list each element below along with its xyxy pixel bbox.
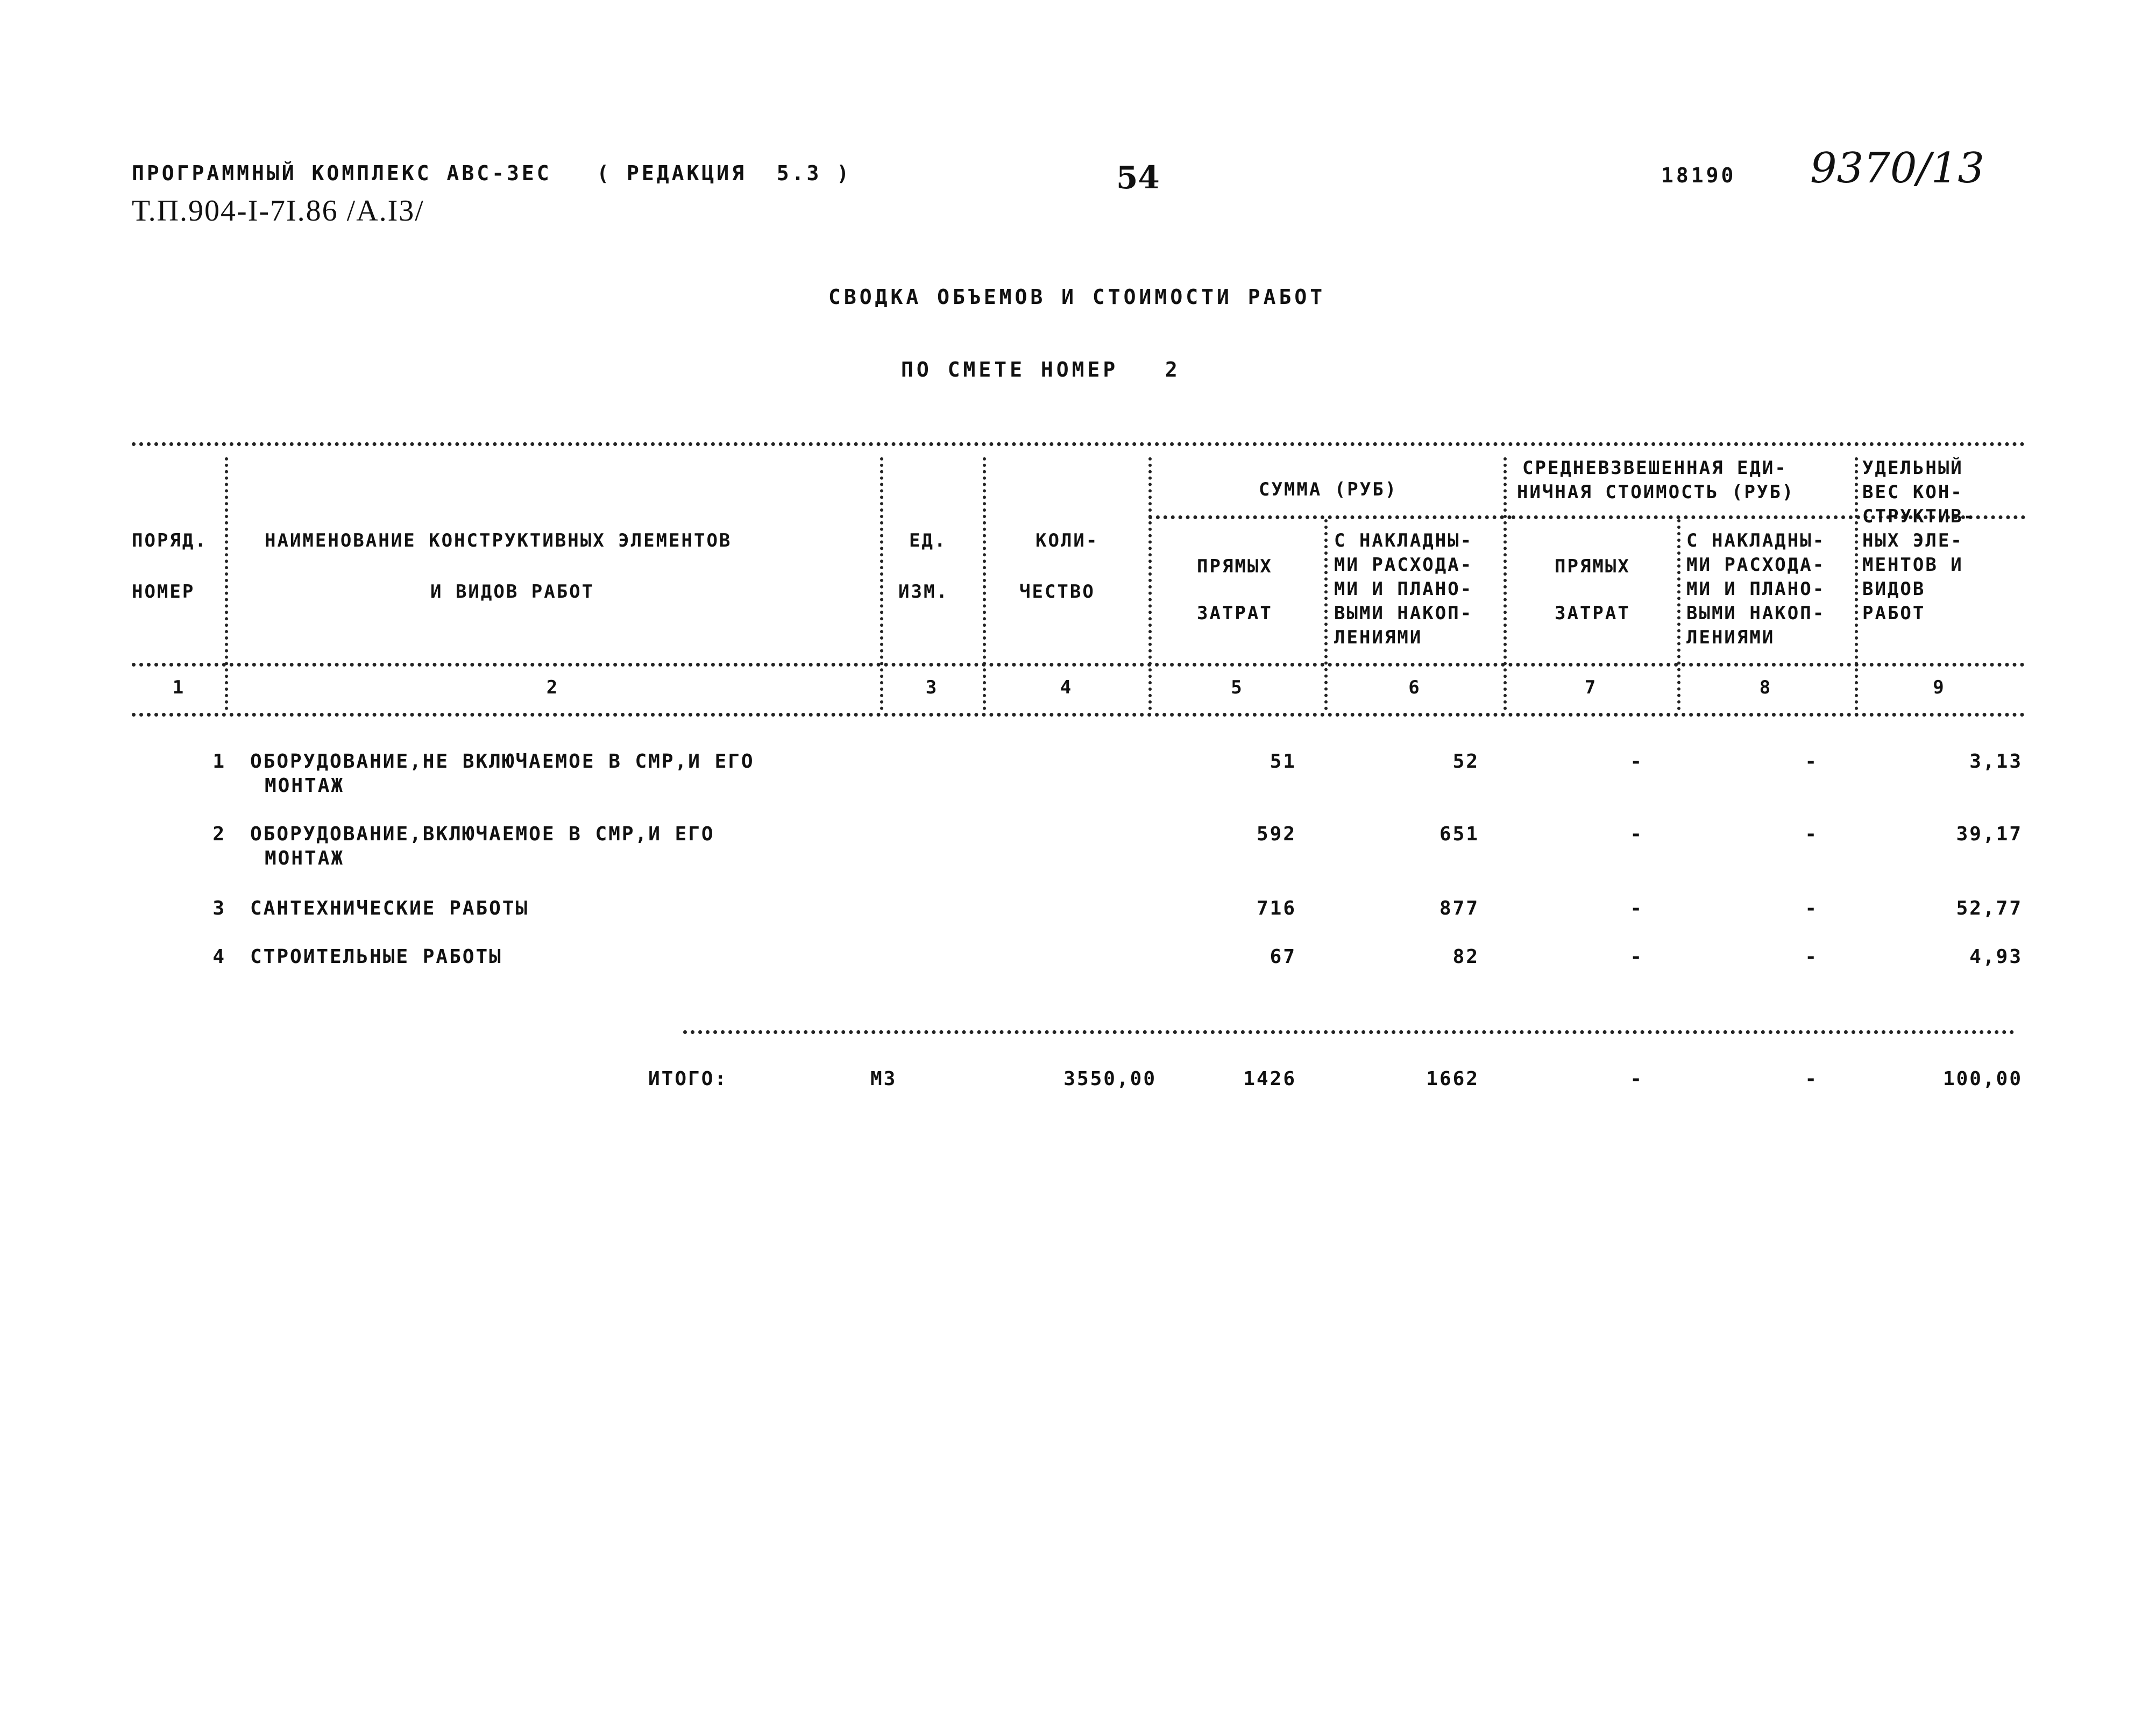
- sum-group-rule: [1148, 515, 1512, 519]
- total-quantity: 3550,00: [1063, 1068, 1157, 1090]
- row-name-line1: СТРОИТЕЛЬНЫЕ РАБОТЫ: [250, 946, 502, 968]
- column-numbers-rule: [132, 713, 2025, 717]
- hdr-share-3: СТРУКТИВ-: [1862, 506, 1976, 527]
- row-number: 3: [212, 897, 226, 919]
- col-separator: [1855, 457, 1858, 710]
- col-separator: [1503, 457, 1507, 710]
- row-name-line1: САНТЕХНИЧЕСКИЕ РАБОТЫ: [250, 897, 529, 919]
- total-unit: М3: [870, 1068, 897, 1090]
- row-share: 39,17: [1956, 823, 2023, 845]
- col-num: 5: [1231, 677, 1244, 698]
- document-code: 18190: [1661, 164, 1736, 187]
- hdr-overhead-5: ЛЕНИЯМИ: [1334, 627, 1423, 648]
- row-number: 4: [212, 946, 226, 968]
- col-num: 8: [1759, 677, 1772, 698]
- row-share: 52,77: [1956, 897, 2023, 919]
- hdr-avg-direct-1: ПРЯМЫХ: [1555, 556, 1630, 577]
- row-avg-direct: -: [1630, 750, 1643, 773]
- col-num: 2: [546, 677, 559, 698]
- row-number: 1: [212, 750, 226, 773]
- row-overhead: 82: [1452, 946, 1479, 968]
- hdr-share-2: ВЕС КОН-: [1862, 481, 1963, 503]
- row-name-line1: ОБОРУДОВАНИЕ,НЕ ВКЛЮЧАЕМОЕ В СМР,И ЕГО: [250, 750, 755, 773]
- program-header: ПРОГРАММНЫЙ КОМПЛЕКС АВС-ЗЕС ( РЕДАКЦИЯ 5.3 ): [132, 161, 852, 185]
- total-avg-overhead: -: [1805, 1068, 1818, 1090]
- hdr-overhead-4: ВЫМИ НАКОП-: [1334, 603, 1473, 624]
- hdr-qty-1: КОЛИ-: [1036, 530, 1099, 551]
- hdr-unit-1: ЕД.: [909, 530, 947, 551]
- table-top-rule: [132, 442, 2025, 446]
- row-overhead: 52: [1452, 750, 1479, 773]
- hdr-share-7: РАБОТ: [1862, 603, 1926, 624]
- hdr-overhead-2: МИ РАСХОДА-: [1334, 554, 1473, 576]
- hdr-direct-2: ЗАТРАТ: [1197, 603, 1273, 624]
- hdr-avg-overhead-4: ВЫМИ НАКОП-: [1686, 603, 1826, 624]
- total-rule: [683, 1030, 2015, 1034]
- col-num: 9: [1933, 677, 1946, 698]
- hdr-avg-overhead-3: МИ И ПЛАНО-: [1686, 578, 1826, 600]
- total-label: ИТОГО:: [648, 1068, 728, 1090]
- hdr-avg-overhead-2: МИ РАСХОДА-: [1686, 554, 1826, 576]
- col-num: 7: [1584, 677, 1598, 698]
- header-bottom-rule: [132, 663, 2025, 667]
- row-avg-overhead: -: [1805, 823, 1818, 845]
- hdr-sum-group: СУММА (РУБ): [1259, 479, 1398, 500]
- row-avg-overhead: -: [1805, 946, 1818, 968]
- hdr-order-1: ПОРЯД.: [132, 530, 208, 551]
- col-separator: [225, 457, 228, 710]
- hdr-qty-2: ЧЕСТВО: [1019, 581, 1095, 603]
- row-avg-direct: -: [1630, 946, 1643, 968]
- row-overhead: 651: [1439, 823, 1479, 845]
- hdr-name-2: И ВИДОВ РАБОТ: [430, 581, 595, 603]
- hdr-share-4: НЫХ ЭЛЕ-: [1862, 530, 1963, 551]
- hdr-direct-1: ПРЯМЫХ: [1197, 556, 1273, 577]
- hdr-share-1: УДЕЛЬНЫЙ: [1862, 457, 1963, 479]
- col-num: 4: [1060, 677, 1073, 698]
- row-name-line2: МОНТАЖ: [265, 847, 345, 869]
- total-direct: 1426: [1243, 1068, 1296, 1090]
- row-overhead: 877: [1439, 897, 1479, 919]
- col-num: 6: [1408, 677, 1421, 698]
- hdr-share-6: ВИДОВ: [1862, 578, 1926, 600]
- page-number: 54: [1116, 159, 1160, 196]
- row-avg-overhead: -: [1805, 750, 1818, 773]
- row-direct: 67: [1270, 946, 1296, 968]
- hdr-order-2: НОМЕР: [132, 581, 195, 603]
- hdr-avg-group-1: СРЕДНЕВЗВЕШЕННАЯ ЕДИ-: [1522, 457, 1788, 479]
- report-title: СВОДКА ОБЪЕМОВ И СТОИМОСТИ РАБОТ: [828, 285, 1326, 309]
- col-separator: [983, 457, 986, 710]
- hdr-overhead-3: МИ И ПЛАНО-: [1334, 578, 1473, 600]
- row-share: 3,13: [1969, 750, 2023, 773]
- row-direct: 592: [1256, 823, 1296, 845]
- hdr-overhead-1: С НАКЛАДНЫ-: [1334, 530, 1473, 551]
- hdr-avg-overhead-5: ЛЕНИЯМИ: [1686, 627, 1775, 648]
- hdr-share-5: МЕНТОВ И: [1862, 554, 1963, 576]
- hdr-unit-2: ИЗМ.: [898, 581, 949, 603]
- row-avg-overhead: -: [1805, 897, 1818, 919]
- hdr-avg-direct-2: ЗАТРАТ: [1555, 603, 1630, 624]
- row-direct: 716: [1256, 897, 1296, 919]
- row-share: 4,93: [1969, 946, 2023, 968]
- row-avg-direct: -: [1630, 823, 1643, 845]
- col-num: 3: [925, 677, 939, 698]
- row-name-line1: ОБОРУДОВАНИЕ,ВКЛЮЧАЕМОЕ В СМР,И ЕГО: [250, 823, 715, 845]
- project-number: Т.П.904-I-7I.86 /А.I3/: [132, 194, 424, 228]
- handwritten-archive-number: 9370/13: [1810, 144, 1985, 193]
- row-name-line2: МОНТАЖ: [265, 775, 345, 797]
- row-number: 2: [212, 823, 226, 845]
- report-subtitle: ПО СМЕТЕ НОМЕР 2: [901, 358, 1181, 381]
- total-overhead: 1662: [1426, 1068, 1479, 1090]
- col-separator: [880, 457, 883, 710]
- total-share: 100,00: [1942, 1068, 2023, 1090]
- col-separator: [1148, 457, 1152, 710]
- row-direct: 51: [1270, 750, 1296, 773]
- total-avg-direct: -: [1630, 1068, 1643, 1090]
- hdr-name-1: НАИМЕНОВАНИЕ КОНСТРУКТИВНЫХ ЭЛЕМЕНТОВ: [265, 530, 732, 551]
- hdr-avg-group-2: НИЧНАЯ СТОИМОСТЬ (РУБ): [1517, 481, 1795, 503]
- col-num: 1: [172, 677, 186, 698]
- hdr-avg-overhead-1: С НАКЛАДНЫ-: [1686, 530, 1826, 551]
- row-avg-direct: -: [1630, 897, 1643, 919]
